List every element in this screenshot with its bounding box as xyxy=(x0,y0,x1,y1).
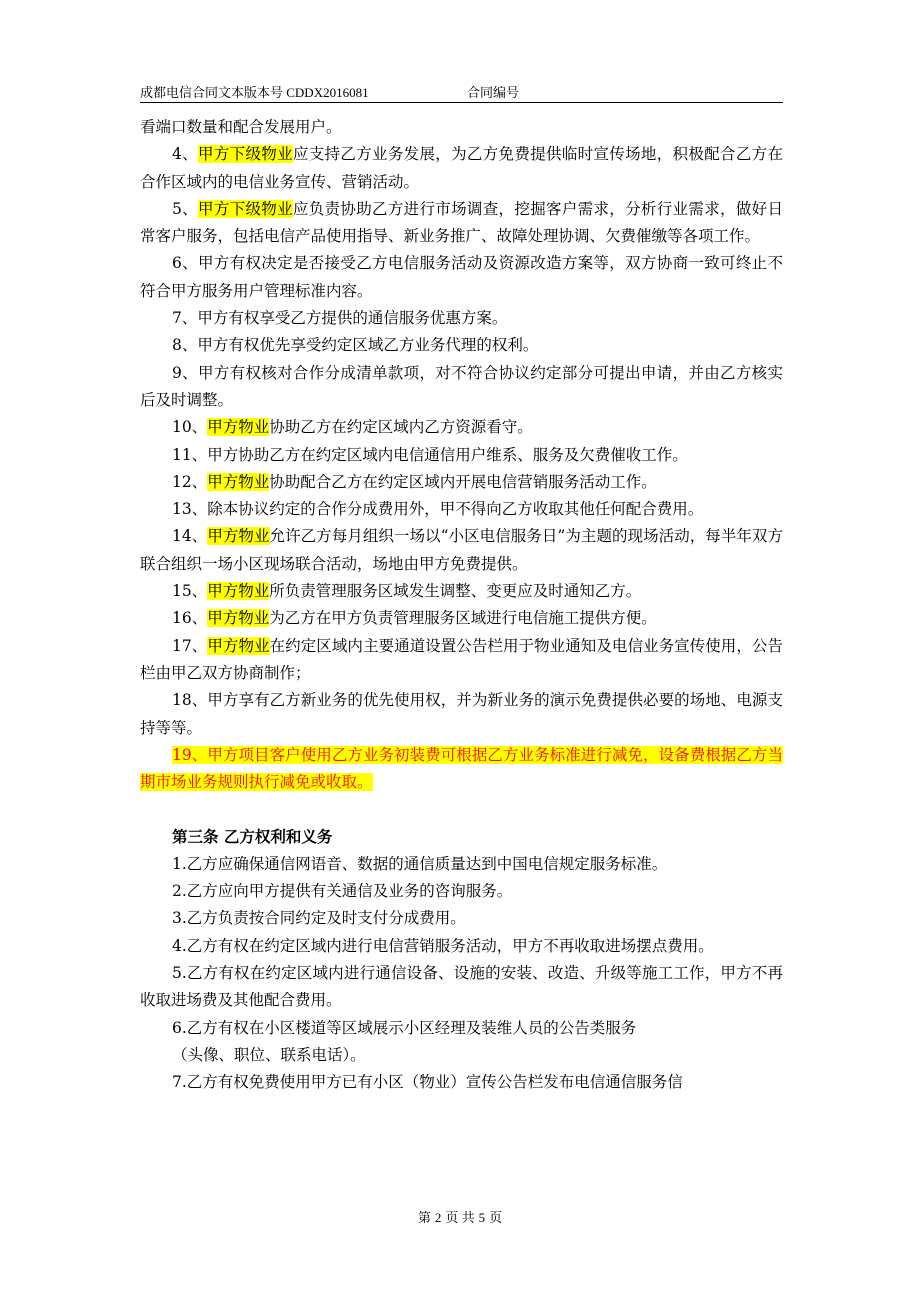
clause-text: 为乙方在甲方负责管理服务区域进行电信施工提供方便。 xyxy=(269,609,657,628)
clause-number: 12、 xyxy=(172,472,208,491)
duty-6-continuation: （头像、职位、联系电话）。 xyxy=(172,1045,366,1064)
clause-15 xyxy=(140,578,783,605)
footer-prefix: 第 xyxy=(417,1210,431,1225)
page-header xyxy=(140,80,783,103)
clause-17 xyxy=(140,633,783,688)
highlighted-term: 甲方物业 xyxy=(207,527,270,546)
clause-12 xyxy=(140,469,783,496)
section-title: 第三条 乙方权利和义务 xyxy=(172,827,333,847)
highlighted-red-clause: 19、甲方项目客户使用乙方业务初装费可根据乙方业务标准进行减免，设备费根据乙方当期市场业务规则执行减免或收取。 xyxy=(140,745,783,792)
highlighted-term: 甲方物业 xyxy=(207,582,270,601)
clause-10 xyxy=(140,414,783,441)
clause-7: 7、甲方有权享受乙方提供的通信服务优惠方案。 xyxy=(172,309,508,328)
footer-middle: 页 共 xyxy=(445,1210,475,1225)
highlighted-term: 甲方下级物业 xyxy=(198,145,293,164)
clause-8: 8、甲方有权优先享受约定区域乙方业务代理的权利。 xyxy=(172,336,539,355)
clause-14 xyxy=(140,523,783,578)
duty-6: 6.乙方有权在小区楼道等区域展示小区经理及装维人员的公告类服务 xyxy=(172,1018,637,1037)
clause-text: 协助乙方在约定区域内乙方资源看守。 xyxy=(269,418,533,437)
footer-suffix: 页 xyxy=(489,1210,503,1225)
contract-number-label: 合同编号 xyxy=(467,85,520,100)
current-page-number: 2 xyxy=(434,1210,442,1225)
clause-number: 14、 xyxy=(172,527,208,546)
page-footer xyxy=(0,1207,920,1226)
clause-19 xyxy=(140,742,783,797)
clause-number: 4、 xyxy=(172,145,198,164)
duty-7: 7.乙方有权免费使用甲方已有小区（物业）宣传公告栏发布电信通信服务信 xyxy=(172,1073,683,1092)
paragraph-continuation: 看端口数量和配合发展用户。 xyxy=(140,118,342,136)
contract-version: 成都电信合同文本版本号 CDDX2016081 xyxy=(140,85,369,100)
duty-3: 3.乙方负责按合同约定及时支付分成费用。 xyxy=(172,909,466,928)
clause-text: 应负责协助乙方进行市场调查，挖掘客户需求，分析行业需求，做好日常客户服务，包括电信产品使用指导、新业务推广、故障处理协调、欠费催缴等各项工作。 xyxy=(140,199,783,246)
highlighted-term: 甲方物业 xyxy=(207,472,270,491)
clause-5 xyxy=(140,196,783,251)
highlighted-term: 甲方物业 xyxy=(207,609,270,628)
clause-number: 16、 xyxy=(172,609,208,628)
duty-5: 5.乙方有权在约定区域内进行通信设备、设施的安装、改造、升级等施工工作，甲方不再收取进场费及其他配合费用。 xyxy=(140,963,783,1010)
clause-6: 6、甲方有权决定是否接受乙方电信服务活动及资源改造方案等，双方协商一致可终止不符合甲方服务用户管理标准内容。 xyxy=(140,254,783,300)
clause-4 xyxy=(140,141,783,196)
clause-9: 9、甲方有权核对合作分成清单款项，对不符合协议约定部分可提出申请，并由乙方核实后及时调整。 xyxy=(140,363,783,409)
clause-18: 18、甲方享有乙方新业务的优先使用权，并为新业务的演示免费提供必要的场地、电源支持等等。 xyxy=(140,691,783,737)
clause-text: 在约定区域内主要通道设置公告栏用于物业通知及电信业务宣传使用，公告栏由甲乙双方协商制作； xyxy=(140,636,783,682)
clause-number: 5、 xyxy=(172,199,198,218)
clause-11: 11、甲方协助乙方在约定区域内电信通信用户维系、服务及欠费催收工作。 xyxy=(172,445,688,464)
duty-2: 2.乙方应向甲方提供有关通信及业务的咨询服务。 xyxy=(172,882,513,901)
clause-text: 协助配合乙方在约定区域内开展电信营销服务活动工作。 xyxy=(269,472,657,491)
clause-text: 应支持乙方业务发展，为乙方免费提供临时宣传场地，积极配合乙方在合作区域内的电信业务宣传、营销活动。 xyxy=(140,145,783,191)
clause-number: 17、 xyxy=(172,636,208,655)
highlighted-term: 甲方下级物业 xyxy=(198,199,293,218)
clause-number: 15、 xyxy=(172,582,208,601)
clause-number: 10、 xyxy=(172,418,208,437)
duty-1: 1.乙方应确保通信网语音、数据的通信质量达到中国电信规定服务标准。 xyxy=(172,854,668,873)
highlighted-term: 甲方物业 xyxy=(207,418,270,437)
total-page-number: 5 xyxy=(478,1210,486,1225)
document-body xyxy=(140,114,783,1096)
clause-13: 13、除本协议约定的合作分成费用外，甲不得向乙方收取其他任何配合费用。 xyxy=(172,500,704,519)
clause-16 xyxy=(140,605,783,632)
clause-text: 所负责管理服务区域发生调整、变更应及时通知乙方。 xyxy=(269,582,642,601)
highlighted-term: 甲方物业 xyxy=(207,636,270,655)
clause-text: 允许乙方每月组织一场以“小区电信服务日”为主题的现场活动，每半年双方联合组织一场小区现场联合活动，场地由甲方免费提供。 xyxy=(140,527,783,573)
duty-4: 4.乙方有权在约定区域内进行电信营销服务活动，甲方不再收取进场摆点费用。 xyxy=(172,936,714,955)
